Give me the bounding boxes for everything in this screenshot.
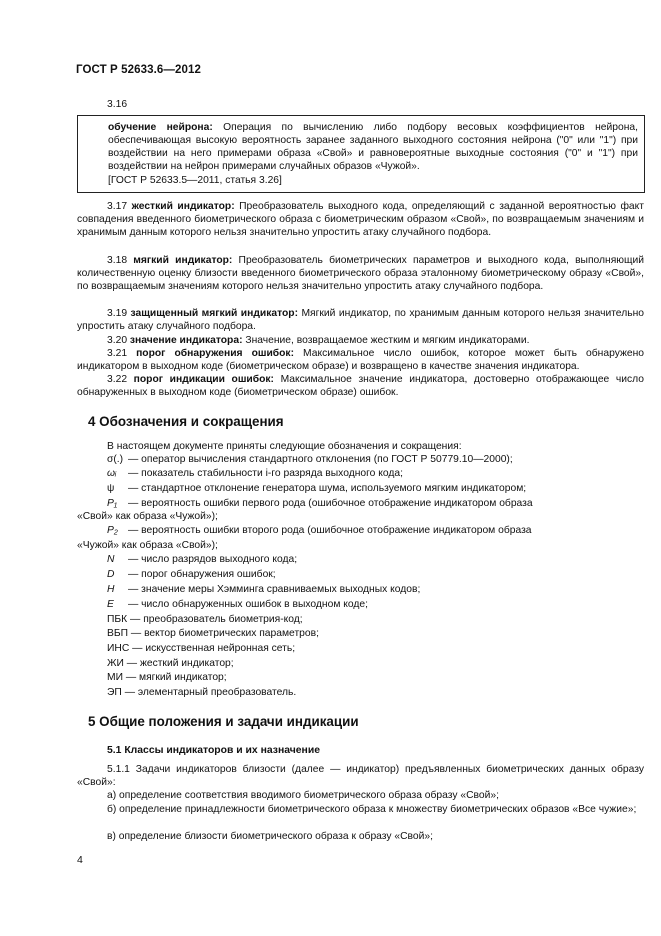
page-number: 4 [77,854,83,866]
section-4-intro: В настоящем документе приняты следующие обозначения и сокращения: [107,441,462,452]
term-3-21-name: порог обнаружения ошибок: [136,348,295,359]
term-3-22-name: порог индикации ошибок: [133,374,274,385]
section-4-title: 4 Обозначения и сокращения [88,414,284,429]
term-3-16-reference: [ГОСТ Р 52633.5—2011, статья 3.26] [108,175,282,186]
subsection-5-1-title: 5.1 Классы индикаторов и их назначение [107,745,320,756]
symbol-item-continuation: «Свой» как образа «Чужой»); [77,511,218,522]
quoted-term-box [77,115,645,193]
abbrev-item: ПБК — преобразователь биометрия-код; [107,614,303,625]
term-3-21: 3.21 порог обнаружения ошибок: Максимальное число ошибок, которое может быть обнаружено индикатором в выходном коде (биометрическом образе) и возвращено в качестве значения индикатора. [77,348,644,373]
term-3-18: 3.18 мягкий индикатор: Преобразователь биометрических параметров и выходного кода, выполняющий количественную оценку близости введенного биометрического образа эталонному биометрическому образу «Свой», по возвращаемым значениям которого нельзя значительно упростить атаку случайного подбора. [77,255,644,293]
term-3-16-text [108,121,638,173]
term-3-17-name: жесткий индикатор: [131,201,235,212]
term-number-3-16: 3.16 [107,99,128,110]
list-item-c: в) определение близости биометрического образа к образу «Свой»; [107,831,433,842]
abbrev-item: ВБП — вектор биометрических параметров; [107,628,319,639]
page-header: ГОСТ Р 52633.6—2012 [76,64,201,76]
term-3-19-name: защищенный мягкий индикатор: [130,308,299,319]
term-3-22: 3.22 порог индикации ошибок: Максимальное значение индикатора, достоверно отображающее число обнаруженных в выходном коде (биометрическом образе) ошибок. [77,374,645,399]
abbrev-item: ЭП — элементарный преобразователь. [107,687,297,698]
abbrev-item: МИ — мягкий индикатор; [107,672,227,683]
term-3-20-name: значение индикатора: [129,335,243,346]
symbol-item-continuation: «Чужой» как образа «Свой»); [77,540,218,551]
list-item-b: б) определение принадлежности биометрического образа к множеству биометрических образов «Все чужие»; [107,804,637,815]
term-3-16-name: обучение нейрона: [108,122,213,133]
term-3-20: 3.20 значение индикатора: Значение, возвращаемое жестким и мягким индикаторами. [107,335,530,346]
list-item-a: а) определение соответствия вводимого биометрического образа образу «Свой»; [107,790,499,801]
term-3-18-name: мягкий индикатор: [133,255,233,266]
abbrev-item: ИНС — искусственная нейронная сеть; [107,643,296,654]
section-5-title: 5 Общие положения и задачи индикации [88,714,359,729]
document-page: ГОСТ Р 52633.6—2012 3.16 обучение нейрона: Операция по вычислению либо подбору весовых коэффициентов нейрона, обеспечивающая высокую вероятность заранее заданного выходного состояния нейрона ("0" или "1") при воздействии на него примерами образа «Свой» и равновероятные выходные состояния ("0" и "1") при воздействии на нейрон примерами случайных образов «Чужой». [ГОСТ Р 52633.5—2011, статья 3.26] 3.17 жесткий индикатор: Преобразователь выходного кода, определяющий с заданной вероятностью факт совпадения введенного биометрического образа с биометрическим образом «Свой», по возвращаемым значениям и хранимым данным которого нельзя значительно упростить атаку случайного подбора. 3.18 мягкий индикатор: Преобразователь биометрических параметров и выходного кода, выполняющий количественную оценку близости введенного биометрического образа эталонному биометрическому образу «Свой», по возвращаемым значениям которого нельзя значительно упростить атаку случайного подбора. 3.19 защищенный мягкий индикатор: Мягкий индикатор, по хранимым данным которого нельзя значительно упростить атаку случайного подбора. 3.20 значение индикатора: Значение, возвращаемое жестким и мягким индикаторами. 3.21 порог обнаружения ошибок: Максимальное число ошибок, которое может быть обнаружено индикатором в выходном коде (биометрическом образе) и возвращено в качестве значения индикатора. 3.22 порог индикации ошибок: Максимальное значение индикатора, достоверно отображающее число обнаруженных в выходном коде (биометрическом образе) ошибок. 4 Обозначения и сокращения В настоящем документе приняты следующие обозначения и сокращения: σ(.) — оператор вычисления стандартного отклонения (по ГОСТ Р 50779.10—2000); ωᵢ — показатель стабильности i-го разряда выходного кода; ψ — стандартное отклонение генератора шума, используемого мягким индикатором; P₁ — вероятность ошибки первого рода (ошибочное отображение индикатором образа «Свой» как образа «Чужой»); P₂ — вероятность ошибки второго рода (ошибочное отображение индикатором образа «Чужой» как образа «Свой»); N — число разрядов выходного кода; D — порог обнаружения ошибок; H — значение меры Хэмминга сравниваемых выходных кодов; E — число обнаруженных ошибок в выходном коде; ПБК — преобразователь биометрия-код; ВБП — вектор биометрических параметров; ИНС — искусственная нейронная сеть; ЖИ — жесткий индикатор; МИ — мягкий индикатор; ЭП — элементарный преобразователь. 5 Общие положения и задачи индикации 5.1 Классы индикаторов и их назначение 5.1.1 Задачи индикаторов близости (далее — индикатор) предъявленных биометрических данных образу «Свой»: а) определение соответствия вводимого биометрического образа образу «Свой»; б) определение принадлежности биометрического образа к множеству биометрических образов «Все чужие»; в) определение близости биометрического образа к образу «Свой»; 4 [76,64,645,866]
abbrev-item: ЖИ — жесткий индикатор; [107,658,234,669]
term-3-16-definition: Операция по вычислению либо подбору весовых коэффициентов нейрона, обеспечивающая высокую вероятность заранее заданного выходного состояния нейрона ("0" или "1") при воздействии на него примерами образа «Свой» и равновероятные выходные состояния ("0" и "1") при воздействии на нейрон примерами случайных образов «Чужой». [108,122,638,173]
term-3-17: 3.17 жесткий индикатор: Преобразователь выходного кода, определяющий с заданной вероятностью факт совпадения введенного биометрического образа с биометрическим образом «Свой», по возвращаемым значениям и хранимым данным которого нельзя значительно упростить атаку случайного подбора. [77,201,644,239]
term-3-19: 3.19 защищенный мягкий индикатор: Мягкий индикатор, по хранимым данным которого нельзя значительно упростить атаку случайного подбора. [77,308,644,333]
paragraph-5-1-1: 5.1.1 Задачи индикаторов близости (далее — индикатор) предъявленных биометрических данных образу «Свой»: [77,764,644,789]
